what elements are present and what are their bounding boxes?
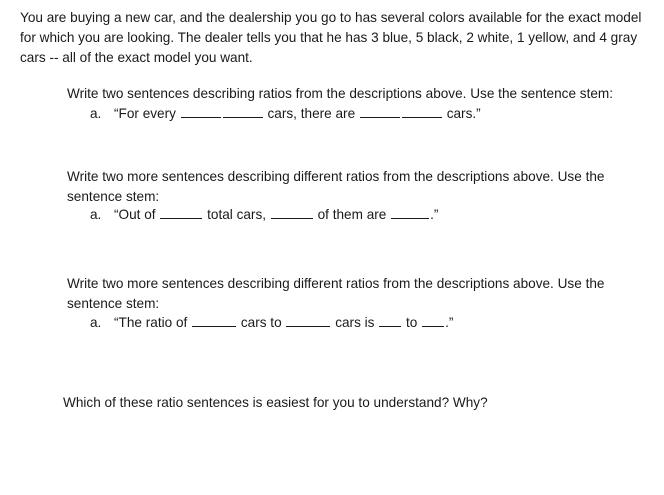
answer-blank xyxy=(286,314,330,327)
stem-text: cars, there are xyxy=(263,106,359,121)
answer-blank xyxy=(223,105,263,118)
intro-paragraph: You are buying a new car, and the dealership you go to has several colors available for the exact model for which you are looking. The dealer tells you that he has 3 blue, 5 black, 2 white, 1 yellow, and 4 gray cars -- all of the exact model you want. xyxy=(20,10,642,65)
stem-text: total cars, xyxy=(203,207,270,222)
answer-blank xyxy=(271,206,313,219)
stem-text: “The ratio of xyxy=(114,315,192,330)
list-marker: a. xyxy=(90,207,102,222)
stem-text: .” xyxy=(430,207,439,222)
stem-text: “Out of xyxy=(114,207,160,222)
question-1-prompt: Write two sentences describing ratios from the descriptions above. Use the sentence stem: xyxy=(67,86,614,101)
stem-text: to xyxy=(402,315,422,330)
stem-text: cars to xyxy=(237,315,286,330)
question-3-stem xyxy=(90,313,453,333)
question-2-prompt: Write two more sentences describing different ratios from the descriptions above. Use the sentence stem: xyxy=(67,169,605,204)
answer-blank xyxy=(360,105,400,118)
answer-blank xyxy=(160,206,202,219)
question-4-prompt: Which of these ratio sentences is easiest for you to understand? Why? xyxy=(63,395,488,410)
answer-blank xyxy=(422,314,444,327)
answer-blank xyxy=(391,206,429,219)
answer-blank xyxy=(181,105,221,118)
answer-blank xyxy=(379,314,401,327)
stem-text: .” xyxy=(445,315,454,330)
stem-text: cars is xyxy=(331,315,379,330)
answer-blank xyxy=(192,314,236,327)
stem-text: of them are xyxy=(313,207,391,222)
stem-text: cars.” xyxy=(442,106,481,121)
question-3-prompt: Write two more sentences describing different ratios from the descriptions above. Use the sentence stem: xyxy=(67,276,605,311)
stem-text: “For every xyxy=(114,106,180,121)
list-marker: a. xyxy=(90,106,102,121)
answer-blank xyxy=(402,105,442,118)
question-1-stem xyxy=(90,104,481,124)
list-marker: a. xyxy=(90,315,102,330)
question-2-stem xyxy=(90,205,438,225)
